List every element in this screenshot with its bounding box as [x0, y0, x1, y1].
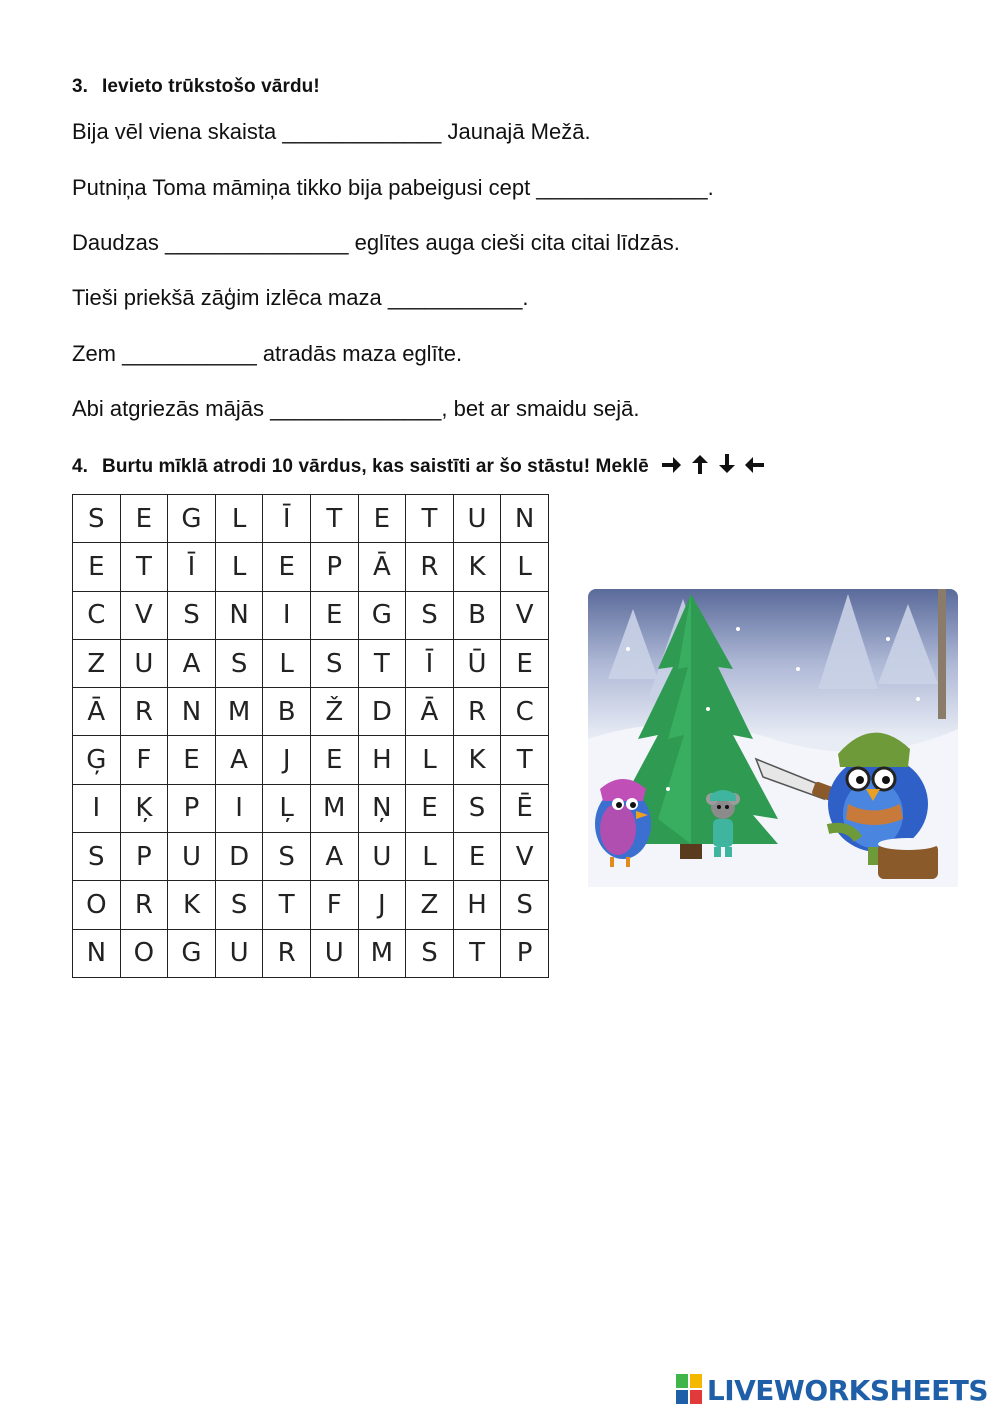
grid-cell[interactable]: J: [358, 881, 406, 929]
grid-cell[interactable]: U: [453, 495, 501, 543]
grid-cell[interactable]: E: [501, 639, 549, 687]
grid-cell[interactable]: S: [215, 639, 263, 687]
grid-cell[interactable]: T: [120, 543, 168, 591]
grid-cell[interactable]: I: [215, 784, 263, 832]
grid-cell[interactable]: L: [406, 736, 454, 784]
grid-cell[interactable]: V: [501, 833, 549, 881]
grid-cell[interactable]: Ž: [310, 688, 358, 736]
winter-forest-illustration: [588, 589, 958, 887]
sentence-6: Abi atgriezās mājās ______________, bet ar smaidu sejā.: [72, 396, 640, 421]
grid-cell[interactable]: N: [215, 591, 263, 639]
grid-cell[interactable]: Z: [406, 881, 454, 929]
grid-cell[interactable]: O: [120, 929, 168, 977]
sentence-3: Daudzas _______________ eglītes auga cieši cita citai līdzās.: [72, 230, 680, 255]
grid-cell[interactable]: I: [73, 784, 121, 832]
grid-cell[interactable]: R: [453, 688, 501, 736]
grid-cell[interactable]: U: [358, 833, 406, 881]
liveworksheets-logo-icon: [676, 1374, 704, 1406]
grid-row: [73, 591, 549, 639]
grid-cell[interactable]: Ū: [453, 639, 501, 687]
grid-cell[interactable]: L: [406, 833, 454, 881]
grid-cell[interactable]: S: [406, 929, 454, 977]
grid-cell[interactable]: K: [168, 881, 216, 929]
grid-cell[interactable]: B: [453, 591, 501, 639]
grid-row: [73, 543, 549, 591]
section-4-number: 4.: [72, 456, 89, 477]
grid-cell[interactable]: R: [120, 881, 168, 929]
arrow-down-icon: [717, 453, 737, 475]
grid-cell[interactable]: E: [358, 495, 406, 543]
arrow-up-icon: [690, 453, 710, 475]
sentence-5: Zem ___________ atradās maza eglīte.: [72, 341, 463, 366]
grid-cell[interactable]: Ī: [406, 639, 454, 687]
grid-cell[interactable]: K: [453, 543, 501, 591]
word-search-grid: [72, 494, 549, 978]
direction-arrows: [660, 453, 768, 481]
grid-cell[interactable]: L: [501, 543, 549, 591]
grid-cell[interactable]: E: [73, 543, 121, 591]
grid-cell[interactable]: N: [168, 688, 216, 736]
grid-cell[interactable]: S: [73, 495, 121, 543]
grid-cell[interactable]: C: [501, 688, 549, 736]
grid-cell[interactable]: V: [501, 591, 549, 639]
grid-row: [73, 929, 549, 977]
grid-cell[interactable]: Z: [73, 639, 121, 687]
grid-cell[interactable]: S: [215, 881, 263, 929]
grid-row: [73, 881, 549, 929]
grid-cell[interactable]: G: [168, 929, 216, 977]
grid-cell[interactable]: Ņ: [358, 784, 406, 832]
grid-cell[interactable]: N: [501, 495, 549, 543]
grid-cell[interactable]: S: [263, 833, 311, 881]
grid-cell[interactable]: S: [73, 833, 121, 881]
section-4-title: Burtu mīklā atrodi 10 vārdus, kas saistīti ar šo stāstu! Meklē: [102, 456, 649, 477]
grid-cell[interactable]: S: [310, 639, 358, 687]
arrow-left-icon: [744, 455, 766, 475]
grid-cell[interactable]: L: [263, 639, 311, 687]
grid-cell[interactable]: E: [310, 591, 358, 639]
grid-cell[interactable]: S: [168, 591, 216, 639]
grid-cell[interactable]: E: [120, 495, 168, 543]
sentence-2: Putniņa Toma māmiņa tikko bija pabeigusi cept ______________.: [72, 175, 714, 200]
grid-cell[interactable]: M: [358, 929, 406, 977]
grid-cell[interactable]: S: [406, 591, 454, 639]
grid-cell[interactable]: Ķ: [120, 784, 168, 832]
grid-cell[interactable]: P: [168, 784, 216, 832]
grid-cell[interactable]: G: [358, 591, 406, 639]
grid-row: [73, 784, 549, 832]
liveworksheets-logo: [676, 1370, 988, 1410]
grid-cell[interactable]: P: [120, 833, 168, 881]
grid-cell[interactable]: U: [215, 929, 263, 977]
grid-cell[interactable]: Ā: [406, 688, 454, 736]
grid-row: [73, 639, 549, 687]
grid-cell[interactable]: E: [406, 784, 454, 832]
grid-cell[interactable]: N: [73, 929, 121, 977]
grid-cell[interactable]: T: [453, 929, 501, 977]
grid-cell[interactable]: Ļ: [263, 784, 311, 832]
grid-cell[interactable]: R: [263, 929, 311, 977]
grid-cell[interactable]: L: [215, 495, 263, 543]
grid-row: [73, 833, 549, 881]
grid-cell[interactable]: U: [168, 833, 216, 881]
grid-cell[interactable]: T: [501, 736, 549, 784]
grid-cell[interactable]: I: [263, 591, 311, 639]
grid-cell[interactable]: A: [310, 833, 358, 881]
grid-cell[interactable]: G: [168, 495, 216, 543]
grid-cell[interactable]: D: [215, 833, 263, 881]
grid-cell[interactable]: Ģ: [73, 736, 121, 784]
grid-cell[interactable]: Ī: [168, 543, 216, 591]
grid-cell[interactable]: P: [310, 543, 358, 591]
grid-cell[interactable]: E: [310, 736, 358, 784]
section-4-heading: [72, 453, 768, 481]
grid-cell[interactable]: K: [453, 736, 501, 784]
grid-cell[interactable]: L: [215, 543, 263, 591]
section-3-heading: [72, 76, 320, 98]
grid-cell[interactable]: V: [120, 591, 168, 639]
grid-cell[interactable]: H: [358, 736, 406, 784]
grid-cell[interactable]: Ī: [263, 495, 311, 543]
grid-cell[interactable]: B: [263, 688, 311, 736]
grid-cell[interactable]: T: [310, 495, 358, 543]
grid-cell[interactable]: A: [215, 736, 263, 784]
grid-cell[interactable]: Ā: [73, 688, 121, 736]
grid-cell[interactable]: S: [453, 784, 501, 832]
grid-cell[interactable]: F: [310, 881, 358, 929]
grid-cell[interactable]: R: [406, 543, 454, 591]
grid-cell[interactable]: T: [358, 639, 406, 687]
grid-cell[interactable]: Ā: [358, 543, 406, 591]
grid-cell[interactable]: U: [120, 639, 168, 687]
grid-cell[interactable]: T: [263, 881, 311, 929]
grid-cell[interactable]: M: [310, 784, 358, 832]
grid-cell[interactable]: S: [501, 881, 549, 929]
liveworksheets-logo-text: LIVEWORKSHEETS: [706, 1373, 988, 1407]
section-3-number: 3.: [72, 76, 89, 97]
grid-row: [73, 688, 549, 736]
grid-cell[interactable]: O: [73, 881, 121, 929]
grid-cell[interactable]: C: [73, 591, 121, 639]
grid-row: [73, 736, 549, 784]
grid-cell[interactable]: E: [263, 543, 311, 591]
grid-cell[interactable]: M: [215, 688, 263, 736]
sentence-1: Bija vēl viena skaista _____________ Jaunajā Mežā.: [72, 119, 591, 144]
grid-cell[interactable]: E: [453, 833, 501, 881]
grid-cell[interactable]: F: [120, 736, 168, 784]
grid-cell[interactable]: J: [263, 736, 311, 784]
grid-cell[interactable]: A: [168, 639, 216, 687]
grid-cell[interactable]: T: [406, 495, 454, 543]
sentence-4: Tieši priekšā zāģim izlēca maza ___________.: [72, 285, 529, 310]
arrow-right-icon: [660, 455, 682, 475]
section-3-title: Ievieto trūkstošo vārdu!: [102, 76, 320, 97]
grid-row: [73, 495, 549, 543]
grid-cell[interactable]: E: [168, 736, 216, 784]
grid-cell[interactable]: P: [501, 929, 549, 977]
grid-cell[interactable]: Ē: [501, 784, 549, 832]
grid-cell[interactable]: D: [358, 688, 406, 736]
grid-cell[interactable]: U: [310, 929, 358, 977]
grid-cell[interactable]: R: [120, 688, 168, 736]
grid-cell[interactable]: H: [453, 881, 501, 929]
